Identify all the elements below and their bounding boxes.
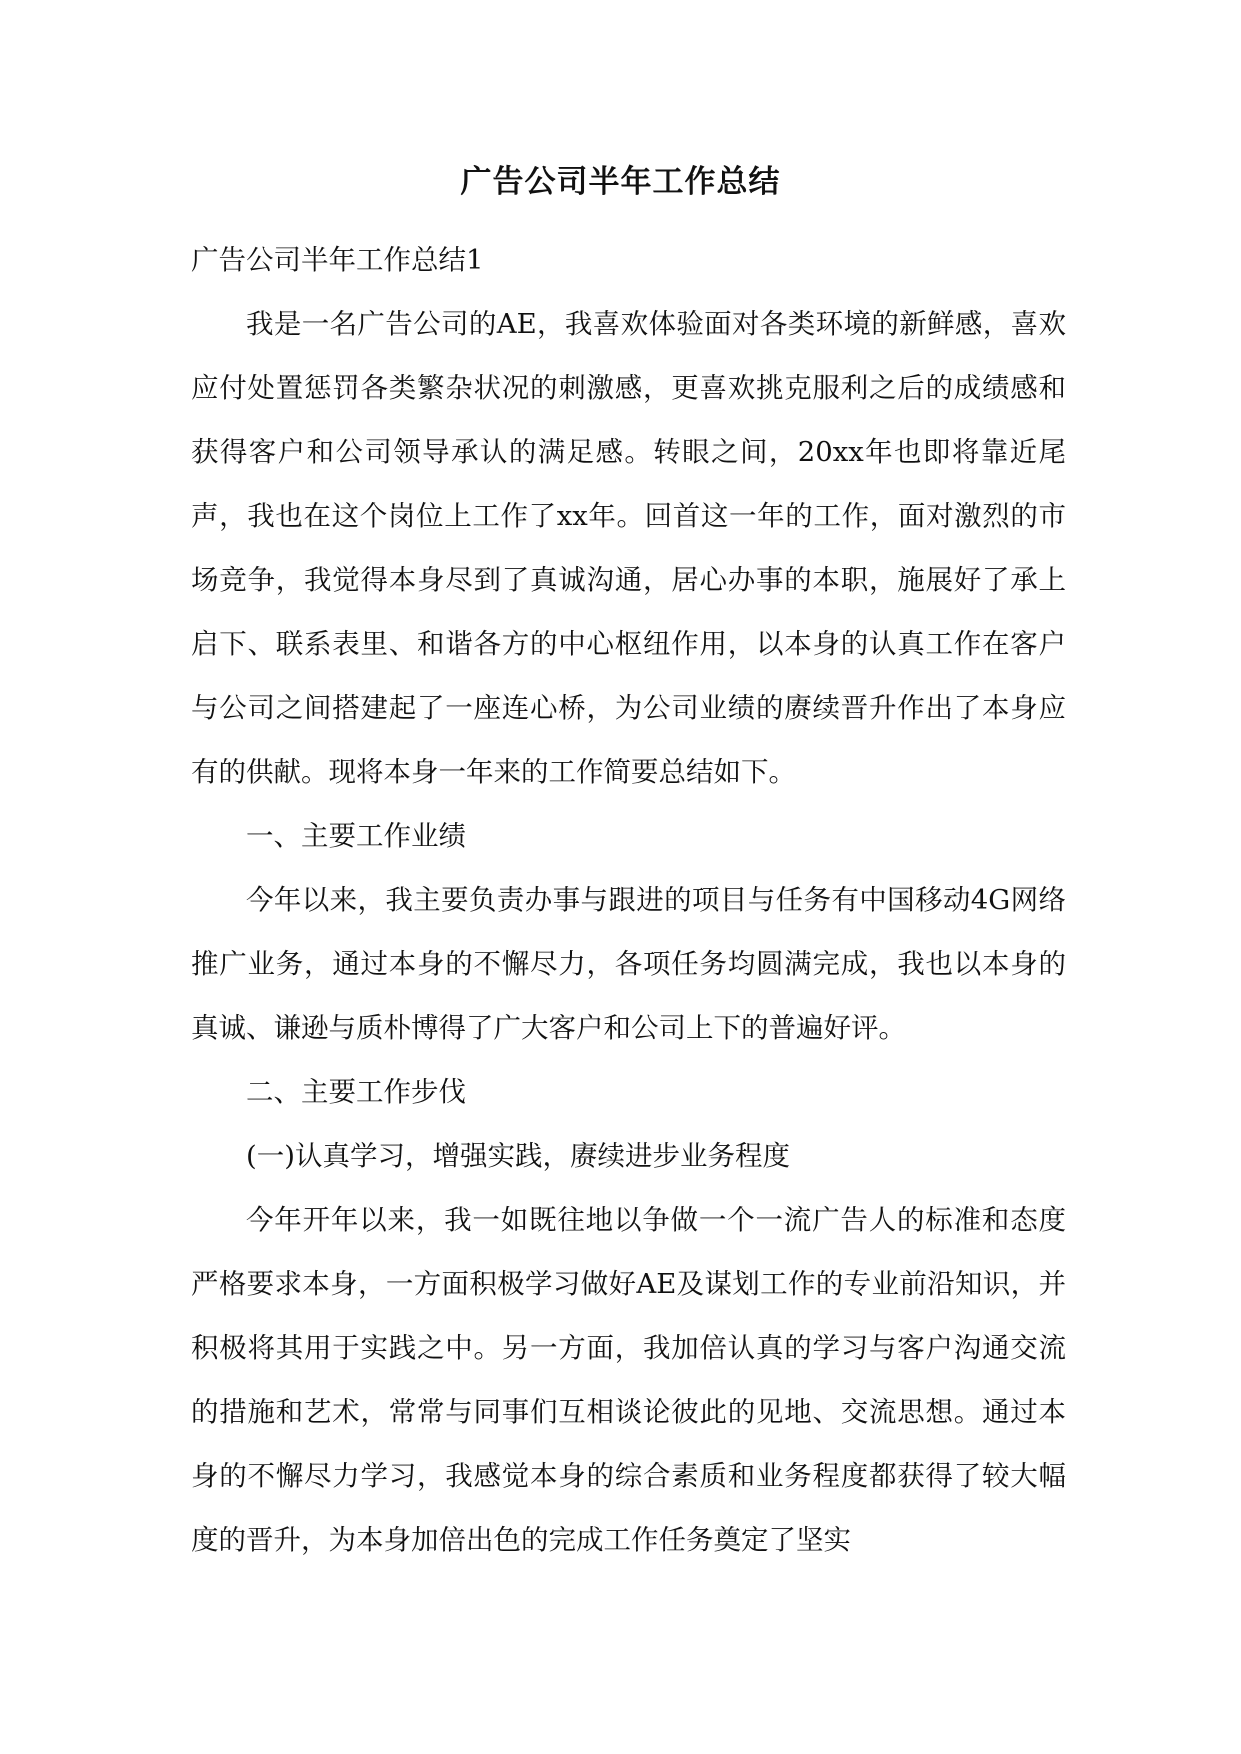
- subsection-heading-1: (一)认真学习，增强实践，赓续进步业务程度: [246, 1140, 790, 1172]
- document-title: 广告公司半年工作总结: [460, 164, 781, 200]
- subtitle-paragraph: 广告公司半年工作总结1: [191, 244, 484, 276]
- document-body: [191, 228, 1066, 1572]
- section-heading-1: 一、主要工作业绩: [246, 820, 466, 852]
- body-paragraph: 今年以来，我主要负责办事与跟进的项目与任务有中国移动4G网络推广业务，通过本身的不懈尽力，各项任务均圆满完成，我也以本身的真诚、谦逊与质朴博得了广大客户和公司上下的普遍好评。: [191, 884, 1066, 1044]
- intro-paragraph: 我是一名广告公司的AE，我喜欢体验面对各类环境的新鲜感，喜欢应付处置惩罚各类繁杂状况的刺激感，更喜欢挑克服利之后的成绩感和获得客户和公司领导承认的满足感。转眼之间，20xx年也即将靠近尾声，我也在这个岗位上工作了xx年。回首这一年的工作，面对激烈的市场竞争，我觉得本身尽到了真诚沟通，居心办事的本职，施展好了承上启下、联系表里、和谐各方的中心枢纽作用，以本身的认真工作在客户与公司之间搭建起了一座连心桥，为公司业绩的赓续晋升作出了本身应有的供献。现将本身一年来的工作简要总结如下。: [191, 308, 1066, 788]
- section-heading-2: 二、主要工作步伐: [246, 1076, 466, 1108]
- body-paragraph: 今年开年以来，我一如既往地以争做一个一流广告人的标准和态度严格要求本身，一方面积极学习做好AE及谋划工作的专业前沿知识，并积极将其用于实践之中。另一方面，我加倍认真的学习与客户沟通交流的措施和艺术，常常与同事们互相谈论彼此的见地、交流思想。通过本身的不懈尽力学习，我感觉本身的综合素质和业务程度都获得了较大幅度的晋升，为本身加倍出色的完成工作任务奠定了坚实: [191, 1204, 1066, 1556]
